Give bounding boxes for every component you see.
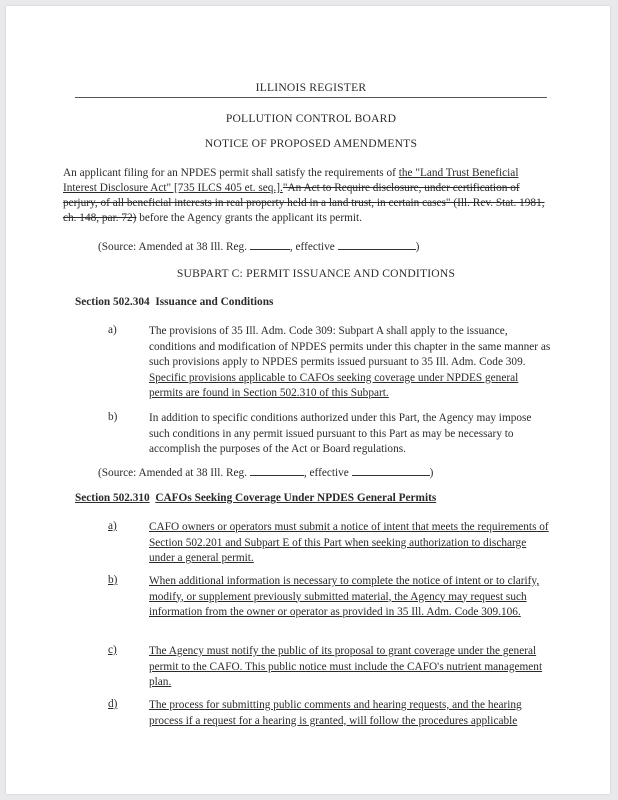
source-2-date-blank [352,465,430,476]
item-304-b-text: In addition to specific conditions authorized under this Part, the Agency may impose such conditions in any permit issued pursuant to this Part as may be necessary to accomplish the purposes of the Act or Board regulations. [149,412,532,455]
document-page [6,6,610,794]
source-1-suffix: ) [415,241,420,253]
register-title: ILLINOIS REGISTER [255,81,367,94]
item-310-c-text: The Agency must notify the public of its proposal to grant coverage under the general permit to the CAFO. This public notice must include the CAFO's nutrient management plan. [149,645,543,688]
section-310-title: CAFOs Seeking Coverage Under NPDES General Permits [155,492,437,504]
source-2-blank [250,465,304,476]
intro-inserted-text: the "Land Trust Beneficial Interest Disclosure Act" [735 ILCS 405 et. seq.] [63,167,519,194]
item-310-d-text: The process for submitting public comments and hearing requests, and the hearing process if a request for a hearing is granted, will follow the procedures applicable [149,699,522,727]
source-1-middle: , effective [289,241,338,253]
intro-paragraph [63,166,550,226]
item-304-b-mark: b) [108,411,118,423]
intro-text: An applicant filing for an NPDES permit shall satisfy the requirements of [63,167,399,179]
section-304-title: Issuance and Conditions [155,296,274,308]
source-2-prefix: (Source: Amended at 38 Ill. Reg. [98,467,250,479]
item-304-a-inserted: Specific provisions applicable to CAFOs seeking coverage under NPDES general permits are found in Section 502.310 of this Subpart. [149,371,519,399]
section-310-number: Section 502.310 [75,492,150,504]
item-310-a-mark: a) [108,520,117,532]
item-310-d-mark: d) [108,698,118,710]
subpart-heading: SUBPART C: PERMIT ISSUANCE AND CONDITIONS [176,267,456,280]
notice-title: NOTICE OF PROPOSED AMENDMENTS [204,137,418,150]
board-title: POLLUTION CONTROL BOARD [225,112,397,125]
source-1-blank [250,239,290,250]
intro-deleted-text: "An Act to Require disclosure, under certification of perjury, of all beneficial interests in real property held in a land trust, in certain cases" (Ill. Rev. Stat. 1981, ch. 148, par. 72) [63,182,545,224]
section-310-heading [75,492,436,504]
item-304-a-mark: a) [108,324,117,336]
intro-text-end: before the Agency grants the applicant its permit. [136,212,362,224]
item-310-b-text: When additional information is necessary to complete the notice of intent or to clarify, modify, or supplement previously submitted material, the Agency may request such information from the owner or operator as provided in 35 Ill. Adm. Code 309.106. [149,575,540,618]
section-304-heading [75,296,273,308]
item-310-a-text: CAFO owners or operators must submit a notice of intent that meets the requirements of Section 502.201 and Subpart E of this Part when seeking authorization to discharge under a general permit. [149,521,549,564]
header-rule [75,97,547,98]
item-310-c-mark: c) [108,644,117,656]
section-304-number: Section 502.304 [75,296,150,308]
source-1-prefix: (Source: Amended at 38 Ill. Reg. [98,241,250,253]
item-310-b-mark: b) [108,574,118,586]
source-note-2 [98,465,433,481]
intro-inserted-period: . [280,182,283,194]
item-304-a-body: The provisions of 35 Ill. Adm. Code 309: Subpart A shall apply to the issuance, conditions and modification of NPDES permits under this chapter in the same manner as such provisions apply to NPDES permits issued pursuant to 35 Ill. Adm. Code 309. [149,325,551,368]
item-304-a-text [149,324,551,402]
source-1-date-blank [338,239,416,250]
source-2-suffix: ) [429,467,434,479]
source-note-1 [98,239,419,255]
source-2-middle: , effective [303,467,352,479]
